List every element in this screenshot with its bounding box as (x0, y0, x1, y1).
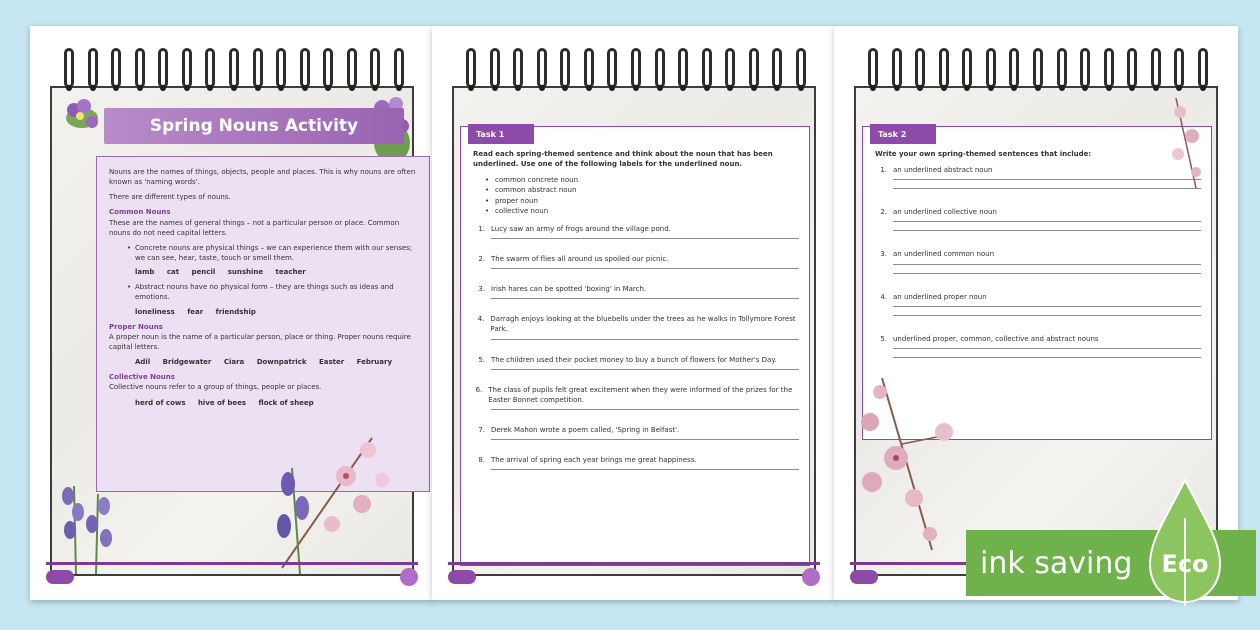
answer-line[interactable] (491, 439, 799, 440)
footer-badge-icon (400, 568, 418, 586)
answer-line[interactable] (893, 348, 1201, 349)
label-item: • proper noun (495, 196, 799, 206)
ring (253, 48, 263, 88)
ring (1080, 48, 1090, 88)
collective-examples (109, 398, 419, 408)
ring (158, 48, 168, 88)
example-word: herd of cows (135, 398, 186, 407)
spiral-binding (64, 48, 404, 92)
example-word: Adil (135, 358, 151, 367)
example-word: hive of bees (197, 398, 247, 407)
ring (513, 48, 523, 88)
ring (702, 48, 712, 88)
question-item: 4. an underlined proper noun (880, 292, 987, 301)
ring (1198, 48, 1208, 88)
proper-nouns-text: A proper noun is the name of a particular person, place or thing. Proper nouns require capital letters. (109, 332, 411, 351)
task-1-tab: Task 1 (468, 124, 534, 144)
brand-logo (448, 570, 476, 584)
blossom-flower-icon (1156, 92, 1216, 192)
example-word: Downpatrick (256, 358, 307, 367)
question-item: 3. Irish hares can be spotted 'boxing' in March. (478, 285, 647, 294)
spiral-binding (868, 48, 1208, 92)
ring (323, 48, 333, 88)
common-nouns-heading: Common Nouns (109, 208, 171, 217)
brand-logo (46, 570, 74, 584)
ring (182, 48, 192, 88)
answer-line[interactable] (893, 221, 1201, 222)
ring (560, 48, 570, 88)
task-2-tab: Task 2 (870, 124, 936, 144)
example-word: loneliness (135, 307, 175, 316)
violet-flower-icon (52, 88, 112, 148)
label-item: • common concrete noun (495, 175, 799, 185)
answer-line[interactable] (491, 369, 799, 370)
ring (394, 48, 404, 88)
spiral-binding (466, 48, 806, 92)
ring (1057, 48, 1067, 88)
question-item: 5. The children used their pocket money to buy a bunch of flowers for Mother's Day. (478, 355, 777, 364)
abstract-bullet: • Abstract nouns have no physical form – they are things such as ideas and emotions. (109, 282, 419, 302)
ring (749, 48, 759, 88)
blossom-flower-icon (262, 428, 402, 576)
leaf-drop-icon (1146, 478, 1224, 608)
ring (276, 48, 286, 88)
ring (229, 48, 239, 88)
answer-line[interactable] (491, 469, 799, 470)
label-item: • common abstract noun (495, 185, 799, 195)
ring (111, 48, 121, 88)
ring (868, 48, 878, 88)
ring (892, 48, 902, 88)
ring (772, 48, 782, 88)
abstract-examples (109, 307, 419, 317)
common-nouns-text: These are the names of general things – not a particular person or place. Common nouns do not need capital letters. (109, 218, 400, 237)
ring (537, 48, 547, 88)
example-word: flock of sheep (258, 398, 314, 407)
question-item: 2. The swarm of flies all around us spoiled our picnic. (478, 254, 669, 263)
example-word: Easter (318, 358, 345, 367)
answer-line[interactable] (893, 273, 1201, 274)
example-word: February (356, 358, 393, 367)
example-word: lamb (135, 268, 155, 277)
ring (490, 48, 500, 88)
answer-line[interactable] (893, 264, 1201, 265)
task-1-box (460, 126, 810, 566)
concrete-examples (109, 267, 419, 277)
label-list (473, 175, 799, 216)
question-item: 7. Derek Mahon wrote a poem called, 'Spring in Belfast'. (478, 425, 680, 434)
page-title: Spring Nouns Activity (104, 108, 404, 144)
answer-line[interactable] (491, 238, 799, 239)
answer-line[interactable] (893, 315, 1201, 316)
ring (607, 48, 617, 88)
answer-line[interactable] (491, 339, 799, 340)
ink-saving-text: ink saving (980, 545, 1133, 581)
worksheet-page-2 (432, 26, 836, 600)
ring (64, 48, 74, 88)
ring (678, 48, 688, 88)
question-item: 4. Darragh enjoys looking at the bluebells under the trees as he walks in Tollymore Forest Park. (477, 315, 796, 334)
brand-logo (850, 570, 878, 584)
example-word: cat (166, 268, 180, 277)
ring (88, 48, 98, 88)
blossom-flower-icon (852, 374, 962, 554)
answer-line[interactable] (893, 230, 1201, 231)
eco-label: Eco (1161, 550, 1209, 578)
example-word: friendship (215, 307, 256, 316)
question-item: 2. an underlined collective noun (880, 208, 997, 217)
ring (986, 48, 996, 88)
ring (915, 48, 925, 88)
answer-line[interactable] (491, 298, 799, 299)
ring (205, 48, 215, 88)
question-item: 5. underlined proper, common, collective and abstract nouns (880, 334, 1099, 343)
answer-line[interactable] (893, 179, 1201, 180)
label-item: • collective noun (495, 206, 799, 216)
ring (1174, 48, 1184, 88)
ring (1009, 48, 1019, 88)
page-footer (448, 562, 820, 584)
example-word: teacher (275, 268, 306, 277)
ring (1151, 48, 1161, 88)
answer-line[interactable] (491, 409, 799, 410)
ring (939, 48, 949, 88)
page-footer (46, 562, 418, 584)
question-item: 3. an underlined common noun (880, 250, 995, 259)
ring (347, 48, 357, 88)
ring (796, 48, 806, 88)
collective-nouns-heading: Collective Nouns (109, 373, 175, 382)
proper-nouns-heading: Proper Nouns (109, 322, 163, 331)
ring (1127, 48, 1137, 88)
types-text: There are different types of nouns. (109, 193, 231, 202)
ring (370, 48, 380, 88)
ring (584, 48, 594, 88)
collective-nouns-text: Collective nouns refer to a group of things, people or places. (109, 383, 322, 392)
example-word: fear (187, 307, 204, 316)
question-item: 6. The class of pupils felt great excitement when they were informed of the prizes for the Easter Bonnet competition. (475, 385, 793, 404)
question-item: 1. an underlined abstract noun (880, 166, 993, 175)
example-word: Ciara (223, 358, 245, 367)
answer-line[interactable] (893, 306, 1201, 307)
question-item: 8. The arrival of spring each year brings me great happiness. (478, 456, 697, 465)
ring (135, 48, 145, 88)
answer-line[interactable] (893, 357, 1201, 358)
answer-line[interactable] (491, 268, 799, 269)
worksheet-page-1 (30, 26, 434, 600)
intro-text: Nouns are the names of things, objects, people and places. This is why nouns are often known as 'naming words'. (109, 168, 416, 187)
concrete-bullet: • Concrete nouns are physical things – we can experience them with our senses; we can see, hear, taste, touch or smell them. (109, 243, 419, 263)
question-item: 1. Lucy saw an army of frogs around the village pond. (478, 224, 671, 233)
task-instructions: Write your own spring-themed sentences that include: (875, 150, 1092, 158)
ring (1033, 48, 1043, 88)
ring (1104, 48, 1114, 88)
ring (300, 48, 310, 88)
task-instructions: Read each spring-themed sentence and think about the noun that has been underlined. Use one of the following labels for the underlined noun. (473, 150, 773, 169)
bluebell-flower-icon (54, 466, 134, 576)
footer-badge-icon (802, 568, 820, 586)
example-word: sunshine (227, 268, 264, 277)
proper-examples (109, 357, 419, 367)
answer-line[interactable] (893, 188, 1201, 189)
ring (466, 48, 476, 88)
ring (725, 48, 735, 88)
ring (655, 48, 665, 88)
example-word: pencil (191, 268, 216, 277)
ring (962, 48, 972, 88)
ring (631, 48, 641, 88)
example-word: Bridgewater (162, 358, 212, 367)
